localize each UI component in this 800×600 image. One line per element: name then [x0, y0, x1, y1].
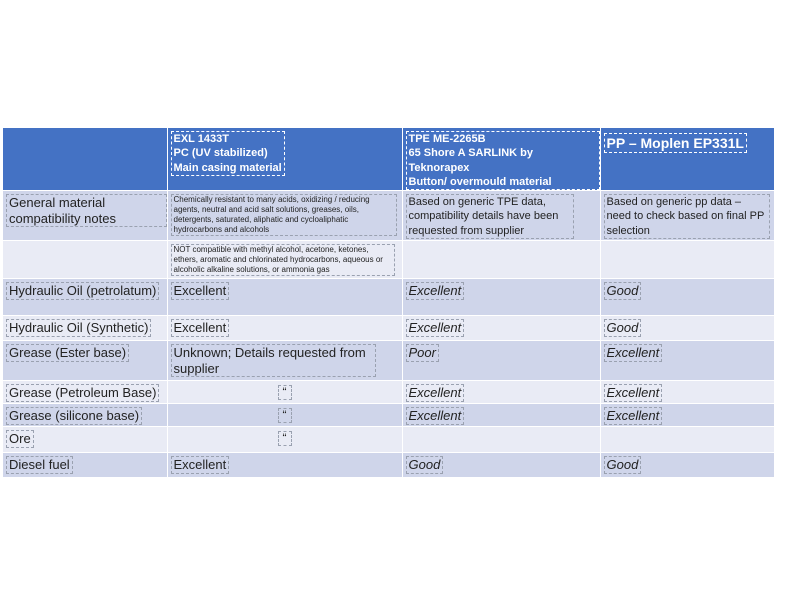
- tpe-cell: [402, 404, 600, 427]
- row-label-cell: [3, 191, 167, 241]
- row-label: Grease (Ester base): [6, 344, 129, 361]
- pp-value: Good: [604, 319, 642, 336]
- header-cell-tpe: [402, 128, 600, 191]
- pc-cell: [167, 453, 402, 478]
- pc-value: Unknown; Details requested from supplier: [171, 344, 376, 377]
- ditto-mark: “: [278, 385, 292, 400]
- header-cell-pp: [600, 128, 774, 191]
- pc-cell: [167, 427, 402, 453]
- table-row: [3, 427, 774, 453]
- pp-cell: [600, 427, 774, 453]
- pc-cell: [167, 316, 402, 341]
- pc-cell: [167, 191, 402, 241]
- row-label-cell: [3, 279, 167, 316]
- pp-cell: [600, 279, 774, 316]
- header-pp-text: PP – Moplen EP331L: [604, 133, 747, 153]
- pc-value: Excellent: [171, 319, 230, 336]
- pp-notes: Based on generic pp data – need to check based on final PP selection: [604, 194, 770, 239]
- ditto-mark: “: [278, 408, 292, 423]
- pp-cell: [600, 191, 774, 241]
- header-cell-blank: [3, 128, 167, 191]
- tpe-cell: [402, 279, 600, 316]
- tpe-cell: [402, 381, 600, 404]
- row-label-cell: [3, 404, 167, 427]
- pp-cell: [600, 381, 774, 404]
- row-label-cell: [3, 341, 167, 381]
- pc-not-compatible: NOT compatible with methyl alcohol, acetone, ketones, ethers, aromatic and chlorinated hydrocarbons, aqueous or alcoholic alkaline solutions, or ammonia gas: [171, 244, 395, 276]
- table-row: [3, 381, 774, 404]
- tpe-value: Excellent: [406, 319, 465, 336]
- table-row: [3, 279, 774, 316]
- compatibility-table: [3, 128, 775, 478]
- row-label-cell: [3, 427, 167, 453]
- pp-cell: [600, 316, 774, 341]
- pc-cell: [167, 279, 402, 316]
- pp-cell: [600, 241, 774, 279]
- ditto-mark: “: [278, 431, 292, 446]
- tpe-cell: [402, 241, 600, 279]
- tpe-cell: [402, 316, 600, 341]
- header-pc-text: EXL 1433T PC (UV stabilized) Main casing material: [171, 131, 285, 176]
- tpe-value: Excellent: [406, 384, 465, 401]
- pc-cell: [167, 241, 402, 279]
- pp-value: Good: [604, 456, 642, 473]
- pc-cell: [167, 381, 402, 404]
- row-label: Hydraulic Oil (petrolatum): [6, 282, 159, 299]
- tpe-cell: [402, 341, 600, 381]
- table-row: [3, 241, 774, 279]
- tpe-value: Good: [406, 456, 444, 473]
- table-row: [3, 404, 774, 427]
- pp-value: Excellent: [604, 344, 663, 361]
- table-row: [3, 341, 774, 381]
- table-row: [3, 191, 774, 241]
- pc-notes: Chemically resistant to many acids, oxidizing / reducing agents, neutral and acid salt solutions, greases, oils, detergents, saturated, aliphatic and cycloaliphatic hydrocarbons and alcohols: [171, 194, 397, 236]
- header-tpe-text: TPE ME-2265B 65 Shore A SARLINK by Teknorapex Button/ overmould material: [406, 131, 600, 190]
- row-label: Grease (silicone base): [6, 407, 142, 424]
- pp-value: Excellent: [604, 384, 663, 401]
- pc-cell: [167, 341, 402, 381]
- row-label-cell: [3, 316, 167, 341]
- pc-cell: [167, 404, 402, 427]
- tpe-cell: [402, 191, 600, 241]
- row-label-cell: [3, 453, 167, 478]
- header-row: [3, 128, 774, 191]
- pp-value: Excellent: [604, 407, 663, 424]
- header-cell-pc: [167, 128, 402, 191]
- row-label: General material compatibility notes: [6, 194, 167, 227]
- pp-cell: [600, 453, 774, 478]
- table-row: [3, 453, 774, 478]
- pp-cell: [600, 341, 774, 381]
- row-label: Ore: [6, 430, 34, 447]
- tpe-value: Poor: [406, 344, 439, 361]
- row-label-cell: [3, 241, 167, 279]
- table-row: [3, 316, 774, 341]
- tpe-cell: [402, 427, 600, 453]
- row-label: Grease (Petroleum Base): [6, 384, 159, 401]
- tpe-notes: Based on generic TPE data, compatibility details have been requested from supplier: [406, 194, 574, 239]
- pp-value: Good: [604, 282, 642, 299]
- row-label: Diesel fuel: [6, 456, 73, 473]
- tpe-cell: [402, 453, 600, 478]
- tpe-value: Excellent: [406, 282, 465, 299]
- pc-value: Excellent: [171, 456, 230, 473]
- row-label-cell: [3, 381, 167, 404]
- pc-value: Excellent: [171, 282, 230, 299]
- pp-cell: [600, 404, 774, 427]
- row-label: Hydraulic Oil (Synthetic): [6, 319, 151, 336]
- tpe-value: Excellent: [406, 407, 465, 424]
